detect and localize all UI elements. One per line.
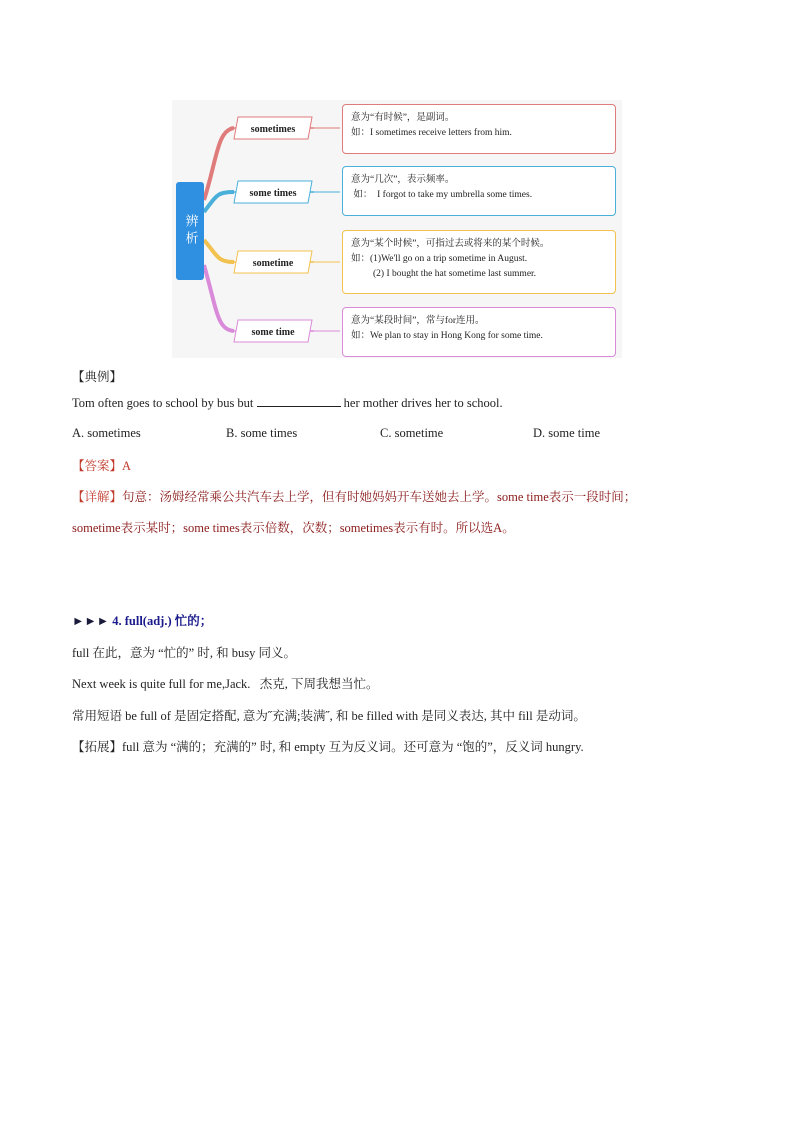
section-4-line-3: 常用短语 be full of 是固定搭配, 意为˝充满;装满˝, 和 be filled with 是同义表达, 其中 fill 是动词。 [72, 709, 586, 723]
question-text-after: her mother drives her to school. [340, 396, 503, 410]
center-node-label: 辨析 [176, 182, 204, 280]
node-word-sometimes: sometimes [250, 123, 296, 135]
section-4-heading [72, 611, 212, 629]
answer-value: A [122, 459, 132, 473]
section-4-line-4: 【拓展】full 意为 “满的；充满的” 时, 和 empty 互为反义词。还可意为 “饱的”，反义词 hungry. [72, 740, 584, 754]
mind-map-diagram [172, 100, 622, 358]
explanation-line: 如：We plan to stay in Hong Kong for some time. [351, 331, 543, 341]
explanation-box-sometimes [342, 104, 616, 154]
explanation-line: 意为“某段时间”，常与for连用。 [351, 316, 485, 326]
explanation-line: 意为“某个时候”，可指过去或将来的某个时候。 [351, 239, 550, 249]
answer-blank [257, 394, 341, 407]
answer-label: 【答案】 [72, 459, 123, 473]
node-word-sometime: sometime [252, 257, 294, 269]
detail-label: 【详解】 [72, 490, 123, 504]
explanation-line: 如：(1)We'll go on a trip sometime in August. [351, 254, 528, 264]
example-label: 【典例】 [72, 370, 123, 384]
explanation-box-some-time [342, 307, 616, 357]
explanation-line: 如：I sometimes receive letters from him. [351, 128, 512, 138]
example-question [72, 394, 503, 411]
option-a: A. sometimes [72, 426, 141, 440]
section-4-line-1: full 在此，意为 “忙的” 时, 和 busy 同义。 [72, 646, 296, 660]
detail-text-2: sometime表示某时；some times表示倍数，次数；sometimes表示有时。所以选A。 [72, 521, 515, 535]
explanation-box-sometime [342, 230, 616, 294]
detail-text-1: 句意：汤姆经常乘公共汽车去上学，但有时她妈妈开车送她去上学。some time表示一段时间； [122, 490, 637, 504]
detail-line-1 [72, 487, 636, 505]
arrow-icons: ►►► [72, 614, 110, 628]
section-4-line-2: Next week is quite full for me,Jack. 杰克, 下周我想当忙。 [72, 677, 379, 691]
section-4-title: 4. full(adj.) 忙的； [109, 614, 213, 628]
option-b: B. some times [226, 426, 298, 440]
node-word-some-times: some times [249, 187, 297, 199]
explanation-line: 意为“有时候”，是副词。 [351, 113, 455, 123]
answer-line [72, 456, 131, 474]
option-c: C. sometime [380, 426, 444, 440]
question-text-before: Tom often goes to school by bus but [72, 396, 257, 410]
explanation-line: 如： I forgot to take my umbrella some times. [351, 190, 533, 200]
explanation-line: 意为“几次”，表示频率。 [351, 175, 455, 185]
option-d: D. some time [533, 426, 601, 440]
explanation-box-some-times [342, 166, 616, 216]
explanation-line: (2) I bought the hat sometime last summer. [373, 269, 537, 279]
node-word-some-time: some time [251, 326, 295, 338]
